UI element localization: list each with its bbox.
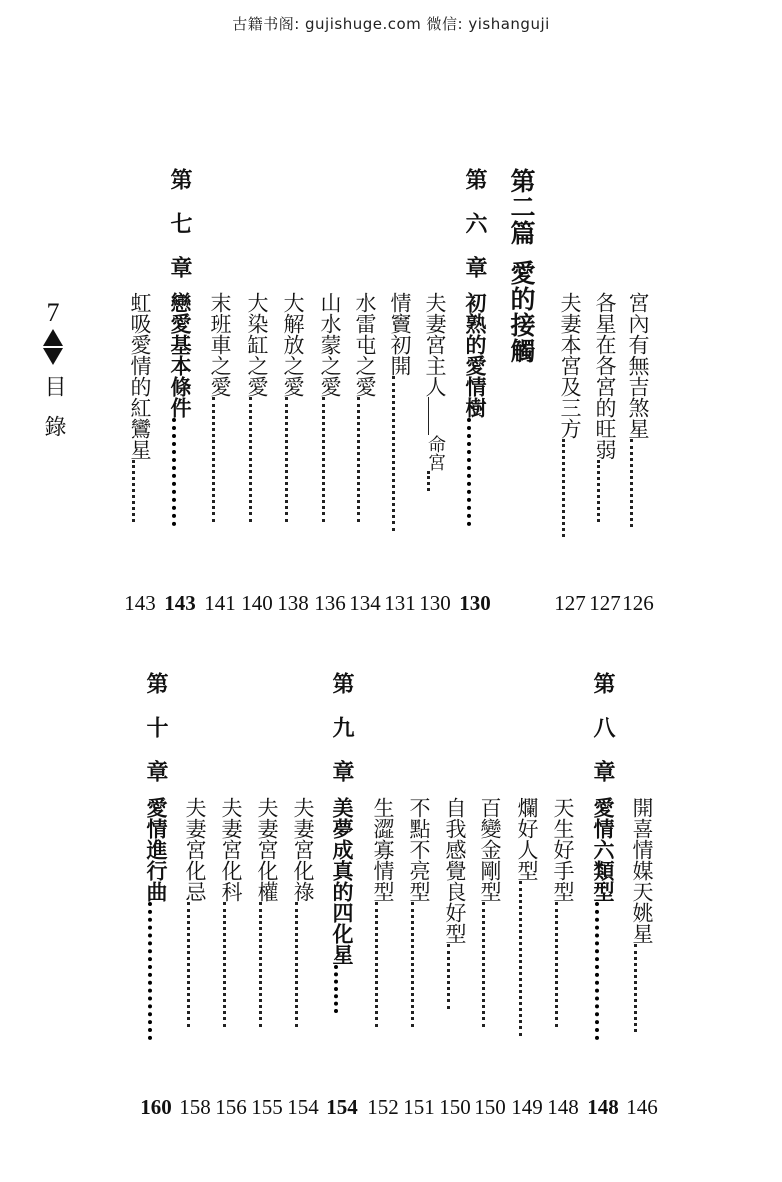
toc-entry: 情竇初開 — [385, 292, 415, 531]
toc-entry: 不點不亮型 — [404, 797, 434, 1027]
toc-entry: 夫妻宮化祿 — [288, 797, 318, 1027]
toc-page-number: 141 — [204, 591, 236, 615]
toc-page-number: 146 — [626, 1095, 658, 1119]
toc-page-number: 136 — [314, 591, 346, 615]
toc-page-number: 131 — [384, 591, 416, 615]
toc-entry: 夫妻本宮及三方 — [555, 292, 585, 537]
toc-entry: 末班車之愛 — [205, 292, 235, 522]
chapter-title: 美夢成真的四化星 — [327, 797, 357, 1013]
toc-entry: 山水蒙之愛 — [315, 292, 345, 522]
toc-page-number: 158 — [179, 1095, 211, 1119]
toc-page-number: 143 — [124, 591, 156, 615]
toc-entry: 夫妻宮化忌 — [180, 797, 210, 1027]
chapter-label: 第八章 — [590, 672, 616, 804]
toc-entry: 生澀寡情型 — [368, 797, 398, 1027]
page-arrows-icon — [43, 329, 63, 365]
toc-page-number: 150 — [439, 1095, 471, 1119]
chapter-page-number: 154 — [326, 1095, 358, 1119]
toc-page-number: 130 — [419, 591, 451, 615]
chapter-page-number: 130 — [459, 591, 491, 615]
chapter-label: 第七章 — [167, 168, 193, 300]
toc-entry: 虹吸愛情的紅鸞星 — [125, 292, 155, 522]
chapter-title: 初熟的愛情樹 — [460, 292, 490, 526]
toc-page-number: 149 — [511, 1095, 543, 1119]
toc-entry: 百變金剛型 — [475, 797, 505, 1027]
toc-entry: 開喜情媒天姚星 — [627, 797, 657, 1032]
chapter-title: 愛情六類型 — [588, 797, 618, 1040]
toc-entry: 夫妻宮主人命宮 — [420, 292, 450, 491]
chapter-page-number: 148 — [587, 1095, 619, 1119]
toc-page-number: 152 — [367, 1095, 399, 1119]
toc-page-number: 134 — [349, 591, 381, 615]
toc-page-number: 127 — [589, 591, 621, 615]
watermark-header: 古籍书阁: gujishuge.com 微信: yishanguji — [232, 15, 550, 33]
toc-entry: 宮內有無吉煞星 — [623, 292, 653, 527]
toc-page-number: 150 — [474, 1095, 506, 1119]
part-title: 第二篇愛的接觸 — [507, 168, 536, 364]
chapter-title: 愛情進行曲 — [141, 797, 171, 1040]
toc-page-number: 148 — [547, 1095, 579, 1119]
toc-page-number: 154 — [287, 1095, 319, 1119]
toc-entry: 自我感覺良好型 — [440, 797, 470, 1009]
chapter-label: 第九章 — [329, 672, 355, 804]
toc-entry: 水雷屯之愛 — [350, 292, 380, 522]
toc-entry: 大解放之愛 — [278, 292, 308, 522]
chapter-page-number: 160 — [140, 1095, 172, 1119]
toc-entry: 大染缸之愛 — [242, 292, 272, 522]
toc-page-number: 140 — [241, 591, 273, 615]
toc-entry: 各星在各宮的旺弱 — [590, 292, 620, 522]
page-side-marker — [28, 300, 78, 455]
toc-page-number: 151 — [403, 1095, 435, 1119]
chapter-page-number: 143 — [164, 591, 196, 615]
toc-page-number: 156 — [215, 1095, 247, 1119]
chapter-title: 戀愛基本條件 — [165, 292, 195, 526]
section-title: 目錄 — [41, 375, 66, 455]
toc-page-number: 126 — [622, 591, 654, 615]
toc-entry: 夫妻宮化權 — [252, 797, 282, 1027]
chapter-label: 第十章 — [143, 672, 169, 804]
toc-page-number: 127 — [554, 591, 586, 615]
chapter-label: 第六章 — [462, 168, 488, 300]
toc-entry: 爛好人型 — [512, 797, 542, 1036]
page-number: 7 — [46, 298, 60, 327]
toc-entry: 夫妻宮化科 — [216, 797, 246, 1027]
toc-page-number: 155 — [251, 1095, 283, 1119]
toc-page-number: 138 — [277, 591, 309, 615]
toc-entry: 天生好手型 — [548, 797, 578, 1027]
